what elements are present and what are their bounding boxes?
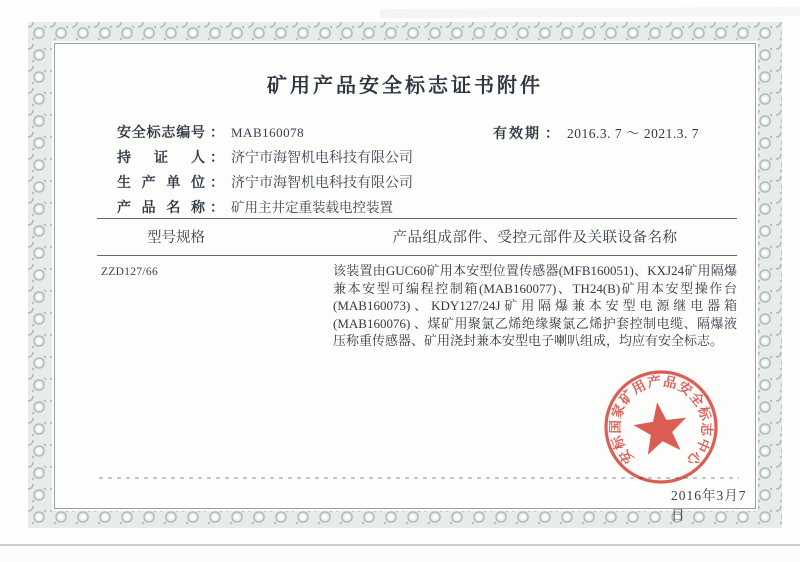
page-title: 矿用产品安全标志证书附件 <box>267 75 543 97</box>
product-name-value: 矿用主井定重装载电控装置 <box>231 200 393 215</box>
components-cell: 该装置由GUC60矿用本安型位置传感器(MFB160051)、KXJ24矿用隔爆兼本安型可编程控制箱(MAB160077)、TH24(B)矿用本安型操作台(MAB160073)、KDY127/24J矿用隔爆兼本安型电源继电器箱(MAB160076) 、煤矿用聚氯乙烯绝缘聚氯乙烯护套控制电缆、隔爆液压称重传感器、矿用浇封兼本安型电子喇叭组成，均应有安全标志。 <box>333 263 737 349</box>
manufacturer-value: 济宁市海智机电科技有限公司 <box>231 176 413 191</box>
field-row-mark-number <box>117 122 304 142</box>
table-row <box>97 256 737 350</box>
colon-separator: ： <box>210 126 224 141</box>
components-table <box>97 218 737 350</box>
mark-number-label: 安全标志编号 <box>117 126 205 141</box>
colon-separator: ： <box>545 127 559 142</box>
column-header-components: 产品组成部件、受控元部件及关联设备名称 <box>392 230 678 246</box>
colon-separator: ： <box>210 176 224 191</box>
field-row-holder <box>117 147 413 167</box>
certificate-decorative-border <box>28 22 782 528</box>
holder-label: 持 证 人 <box>117 151 205 166</box>
product-name-label: 产 品 名 称 <box>117 201 205 216</box>
seal-text: 安标国家矿用产品安全标志中心 <box>607 373 715 470</box>
colon-separator: ： <box>210 151 224 166</box>
scanner-background-bottom <box>0 546 800 562</box>
field-row-product-name <box>117 196 393 217</box>
column-header-model: 型号规格 <box>147 230 205 246</box>
validity-value: 2016.3. 7 ～ 2021.3. 7 <box>567 126 699 141</box>
seal-star-icon <box>631 399 691 457</box>
mark-number-value: MAB160078 <box>231 125 305 140</box>
certificate-content-area <box>54 43 756 523</box>
validity-label: 有效期 <box>493 127 541 142</box>
manufacturer-label: 生 产 单 位 <box>117 176 205 191</box>
colon-separator: ： <box>210 201 224 216</box>
model-spec-cell: ZZD127/66 <box>101 266 158 278</box>
issue-date: 2016年3月7日 <box>671 488 747 523</box>
field-row-validity <box>493 122 699 143</box>
holder-value: 济宁市海智机电科技有限公司 <box>231 151 413 166</box>
table-header-row <box>97 218 737 256</box>
field-row-manufacturer <box>117 172 413 192</box>
scanner-edge-artifact-top <box>380 7 800 18</box>
